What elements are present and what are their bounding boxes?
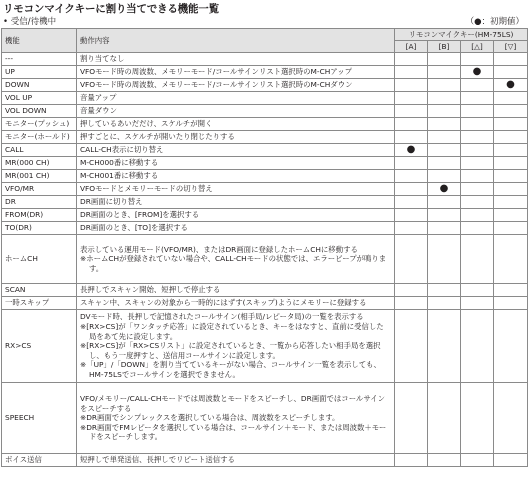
function-desc: VFOモードとメモリーモードの切り替え <box>77 183 395 196</box>
header-action: 動作内容 <box>77 29 395 53</box>
table-row <box>2 297 528 310</box>
function-desc: M-CH001番に移動する <box>77 170 395 183</box>
header-function: 機能 <box>2 29 77 53</box>
table-row <box>2 235 528 284</box>
function-name: UP <box>2 66 77 79</box>
table-row <box>2 131 528 144</box>
function-desc <box>77 310 395 383</box>
table-row <box>2 53 528 66</box>
function-name: モニター(プッシュ) <box>2 118 77 131</box>
function-desc: VFOモード時の周波数、メモリーモード/コールサインリスト選択時のM-CHアップ <box>77 66 395 79</box>
function-name: SPEECH <box>2 383 77 454</box>
function-name: ホームCH <box>2 235 77 284</box>
function-desc: スキャン中、スキャンの対象から一時的にはずす(スキップ)ようにメモリーに登録する <box>77 297 395 310</box>
function-desc: 短押しで単発送信、長押しでリピート送信する <box>77 454 395 467</box>
function-name: VOL DOWN <box>2 105 77 118</box>
default-dot: ● <box>395 144 428 157</box>
table-row <box>2 118 528 131</box>
table-row <box>2 79 528 92</box>
table-row <box>2 105 528 118</box>
default-dot: ● <box>461 66 494 79</box>
header-key-down: [▽] <box>494 41 528 53</box>
header-key-group: リモコンマイクキー(HM-75LS) <box>395 29 528 41</box>
desc-note: ※DR画面でFMレピータを選択している場合は、コールサイン＋モード、または周波数＋モードをスピーチします。 <box>80 422 387 442</box>
page-title: リモコンマイクキーに割り当てできる機能一覧 <box>3 3 219 15</box>
function-desc: 押しているあいだだけ、スケルチが開く <box>77 118 395 131</box>
function-desc: DR画面のとき、[FROM]を選択する <box>77 209 395 222</box>
desc-note: ※[RX>CS]が「ワンタッチ応答」に設定されているとき、キーをはなすと、直前に受信した局をあて先に設定します。 <box>80 321 384 341</box>
function-name: FROM(DR) <box>2 209 77 222</box>
function-name: SCAN <box>2 284 77 297</box>
section-subtitle: • 受信/待機中 <box>3 17 57 27</box>
table-row <box>2 183 528 196</box>
function-desc <box>77 383 395 454</box>
table-row <box>2 222 528 235</box>
table-row <box>2 383 528 454</box>
desc-note: ※ホームCHが登録されていない場合や、CALL-CHモードの状態では、エラービープが鳴ります。 <box>80 254 387 273</box>
desc-note: ※「UP」/「DOWN」を割り当てているキーがない場合、コールサイン一覧を表示しても、HM-75LSでコールサインを選択できません。 <box>80 360 381 380</box>
desc-text: 表示している運用モード(VFO/MR)、またはDR画面に登録したホームCHに移動する <box>80 244 358 254</box>
function-name: MR(000 CH) <box>2 157 77 170</box>
header-key-up: [△] <box>461 41 494 53</box>
desc-note: ※DR画面でシンプレックスを選択している場合は、周波数をスピーチします。 <box>80 413 340 423</box>
header-key-b: [B] <box>428 41 461 53</box>
table-row <box>2 66 528 79</box>
header-key-a: [A] <box>395 41 428 53</box>
table-row <box>2 92 528 105</box>
table-row <box>2 144 528 157</box>
function-name: ボイス送信 <box>2 454 77 467</box>
function-desc: DR画面に切り替え <box>77 196 395 209</box>
function-desc: 音量ダウン <box>77 105 395 118</box>
function-table <box>1 28 528 467</box>
function-name: DOWN <box>2 79 77 92</box>
function-desc: 割り当てなし <box>77 53 395 66</box>
table-row <box>2 454 528 467</box>
function-name: モニター(ホールド) <box>2 131 77 144</box>
function-name: VOL UP <box>2 92 77 105</box>
desc-text: VFO/メモリー/CALL-CHモードでは周波数とモードをスピーチし、DR画面ではコールサインをスピーチする <box>80 393 385 413</box>
function-name: CALL <box>2 144 77 157</box>
function-name: 一時スキップ <box>2 297 77 310</box>
table-row <box>2 209 528 222</box>
function-desc: 長押しでスキャン開始、短押しで停止する <box>77 284 395 297</box>
function-desc <box>77 235 395 284</box>
function-desc: 音量アップ <box>77 92 395 105</box>
function-name: VFO/MR <box>2 183 77 196</box>
function-desc: DR画面のとき、[TO]を選択する <box>77 222 395 235</box>
default-dot: ● <box>494 79 528 92</box>
function-desc: VFOモード時の周波数、メモリーモード/コールサインリスト選択時のM-CHダウン <box>77 79 395 92</box>
desc-text: DVモード時、長押しで記憶されたコールサイン(相手局/レピータ局)の一覧を表示する <box>80 312 364 322</box>
function-desc: M-CH000番に移動する <box>77 157 395 170</box>
function-name: --- <box>2 53 77 66</box>
table-row <box>2 170 528 183</box>
table-row <box>2 196 528 209</box>
table-row <box>2 310 528 383</box>
function-name: DR <box>2 196 77 209</box>
function-name: MR(001 CH) <box>2 170 77 183</box>
function-desc: 押すごとに、スケルチが開いたり閉じたりする <box>77 131 395 144</box>
function-name: RX>CS <box>2 310 77 383</box>
function-name: TO(DR) <box>2 222 77 235</box>
default-legend: （●：初期値） <box>465 17 524 27</box>
table-row <box>2 284 528 297</box>
desc-note: ※[RX>CS]が「RX>CSリスト」に設定されているとき、一覧から応答したい相手局を選択し、もう一度押すと、送信用コールサインに設定します。 <box>80 341 381 360</box>
default-dot: ● <box>428 183 461 196</box>
function-desc: CALL-CH表示に切り替え <box>77 144 395 157</box>
table-row <box>2 157 528 170</box>
